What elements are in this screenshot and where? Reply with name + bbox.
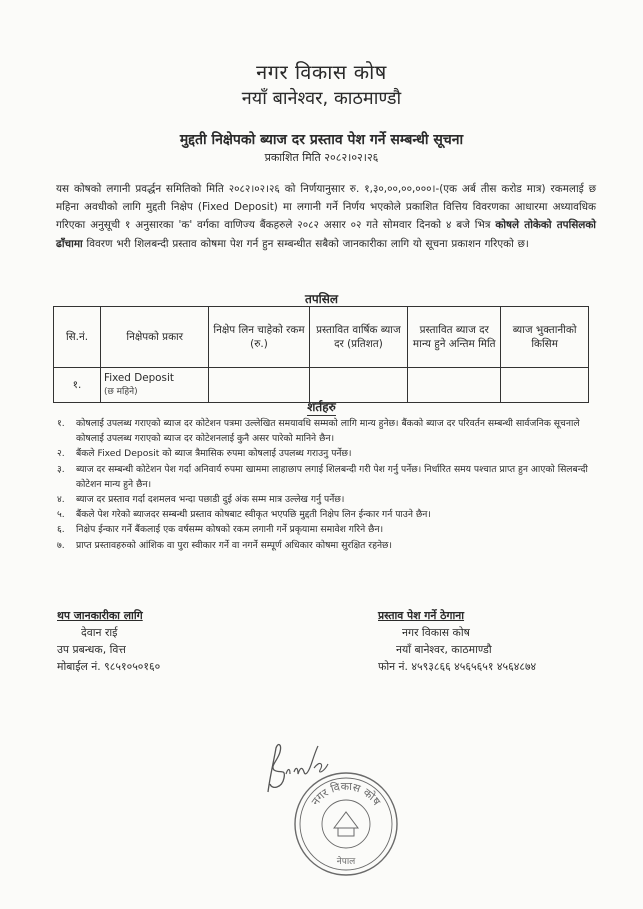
list-item <box>57 416 592 446</box>
term-text: ब्याज दर प्रस्ताव गर्दा दशमलव भन्दा पछाडी दुई अंक सम्म मात्र उल्लेख गर्नु पर्नेछ। <box>76 494 345 506</box>
col-header-deposit-type: निक्षेपको प्रकार <box>100 307 208 368</box>
published-date: प्रकाशित मिति २०८२।०२।२६ <box>264 151 379 164</box>
contact-name: देवान राई <box>81 626 118 639</box>
contact-mobile: मोबाईल नं. ९८५१०५०१६० <box>57 660 161 673</box>
term-number: ४. <box>57 494 65 506</box>
official-seal <box>292 770 400 878</box>
cell-sn: १. <box>54 368 101 403</box>
schedule-table <box>53 306 589 403</box>
term-number: ५. <box>57 509 65 521</box>
submission-address <box>378 607 536 675</box>
seal-text: नगर विकास कोष <box>308 779 384 808</box>
terms-title <box>0 398 643 415</box>
terms-list <box>57 416 592 553</box>
term-text: प्राप्त प्रस्तावहरुको आंशिक वा पुरा स्वीकार गर्ने वा नगर्ने सम्पूर्ण अधिकार कोषमा सुरक्षित रहनेछ। <box>76 539 392 551</box>
seal-place: नेपाल <box>336 857 356 867</box>
org-address: नयाँ बानेश्वर, काठमाण्डौ <box>241 88 402 109</box>
list-item <box>57 462 592 492</box>
list-item <box>57 522 592 537</box>
submission-heading: प्रस्ताव पेश गर्ने ठेगाना <box>378 609 465 622</box>
list-item <box>57 507 592 522</box>
term-text: ब्याज दर सम्बन्धी कोटेशन पेश गर्दा अनिवार्य रुपमा खाममा लाहाछाप लगाई शिलबन्दी गरी पेश गर्नु पर्नेछ। निर्धारित समय पश्चात प्राप्त हुन आएको सिलबन्दी कोटेशन मान्य हुने छैन। <box>76 463 588 490</box>
notice-body-paragraph <box>56 180 596 253</box>
deposit-type-note: (छ महिने) <box>103 387 138 397</box>
schedule-title: तपसिल <box>304 292 338 306</box>
list-item <box>57 492 592 507</box>
col-header-sn: सि.नं. <box>54 307 101 368</box>
term-number: १. <box>57 418 65 429</box>
deposit-type-label: Fixed Deposit <box>103 372 174 384</box>
paragraph-text: यस कोषको लगानी प्रवर्द्धन समितिको मिति २०८२।०२।२६ को निर्णयानुसार रु. १,३०,००,००,०००।-(एक अर्ब तीस करोड मात्र) रकमलाई छ महिना अवधीको लागि मुद्दती निक्षेप (Fixed Deposit) मा लगानी गर्ने निर्णय भएकोले प्रकाशित वित्तिय विवरणका आधारमा अध्यावधिक गरिएका अनुसूची १ अनुसारका 'क' वर्गका वाणिज्य बैंकहरुले २०८२ असार ०२ गते सोमवार दिनको ४ बजे भित्र <box>56 183 596 232</box>
list-item <box>57 538 592 553</box>
org-name: नगर विकास कोष <box>256 60 387 84</box>
terms-title-text: शर्तहरु <box>307 400 336 414</box>
term-number: २. <box>57 448 65 460</box>
col-header-interest-rate: प्रस्तावित वार्षिक ब्याज दर (प्रतिशत) <box>309 307 408 368</box>
col-header-amount: निक्षेप लिन चाहेको रकम (रु.) <box>209 307 309 368</box>
term-text: कोषलाई उपलब्ध गराएको ब्याज दर कोटेशन पत्रमा उल्लेखित समयावधि सम्मको लागि मान्य हुनेछ। बैंकको ब्याज दर परिवर्तन सम्बन्धी सार्वजनिक सूचनाले कोषलाई उपलब्ध गराएको ब्याज दर कोटेशनलाई कुनै असर पारेको मानिने छैन। <box>76 418 580 445</box>
table-header-row <box>54 307 589 368</box>
term-text: बैंकले पेश गरेको ब्याजदर सम्बन्धी प्रस्ताव कोषबाट स्वीकृत भएपछि मुद्दती निक्षेप लिन ईन्कार गर्न पाउने छैन। <box>76 509 431 521</box>
submission-org: नगर विकास कोष <box>402 626 470 639</box>
svg-text:नगर विकास कोष <box>309 780 384 808</box>
term-text: निक्षेप ईन्कार गर्ने बैंकलाई एक वर्षसम्म कोषको रकम लगानी गर्ने प्रकृयामा समावेश गरिने छैन। <box>76 524 384 536</box>
term-number: ६. <box>57 524 65 536</box>
submission-address-line: नयाँ बानेश्वर, काठमाण्डौ <box>396 643 492 656</box>
col-header-payment-mode: ब्याज भुक्तानीको किसिम <box>501 307 589 368</box>
paragraph-text-end: विवरण भरी शिलबन्दी प्रस्ताव कोषमा पेश गर्न हुन सम्बन्धीत सबैको जानकारीका लागि यो सूचना प्रकाशन गरिएको छ। <box>82 237 529 250</box>
contact-designation: उप प्रबन्धक, वित्त <box>57 643 126 656</box>
term-number: ७. <box>57 539 65 551</box>
contact-info <box>57 607 160 675</box>
term-number: ३. <box>57 463 65 475</box>
paragraph-bold-text: कोषले तोकेको तपसिलको ढाँचामा <box>56 219 596 250</box>
list-item <box>57 446 592 461</box>
contact-heading: थप जानकारीका लागि <box>57 609 143 622</box>
col-header-validity-date: प्रस्तावित ब्याज दर मान्य हुने अन्तिम मिति <box>408 307 501 368</box>
notice-title: मुद्दती निक्षेपको ब्याज दर प्रस्ताव पेश गर्ने सम्बन्धी सूचना <box>179 132 464 148</box>
term-text: बैंकले Fixed Deposit को ब्याज त्रैमासिक रुपमा कोषलाई उपलब्ध गराउनु पर्नेछ। <box>76 448 352 460</box>
submission-phone: फोन नं. ४५९३८६६ ४५६५६५१ ४५६४८७४ <box>378 660 537 673</box>
